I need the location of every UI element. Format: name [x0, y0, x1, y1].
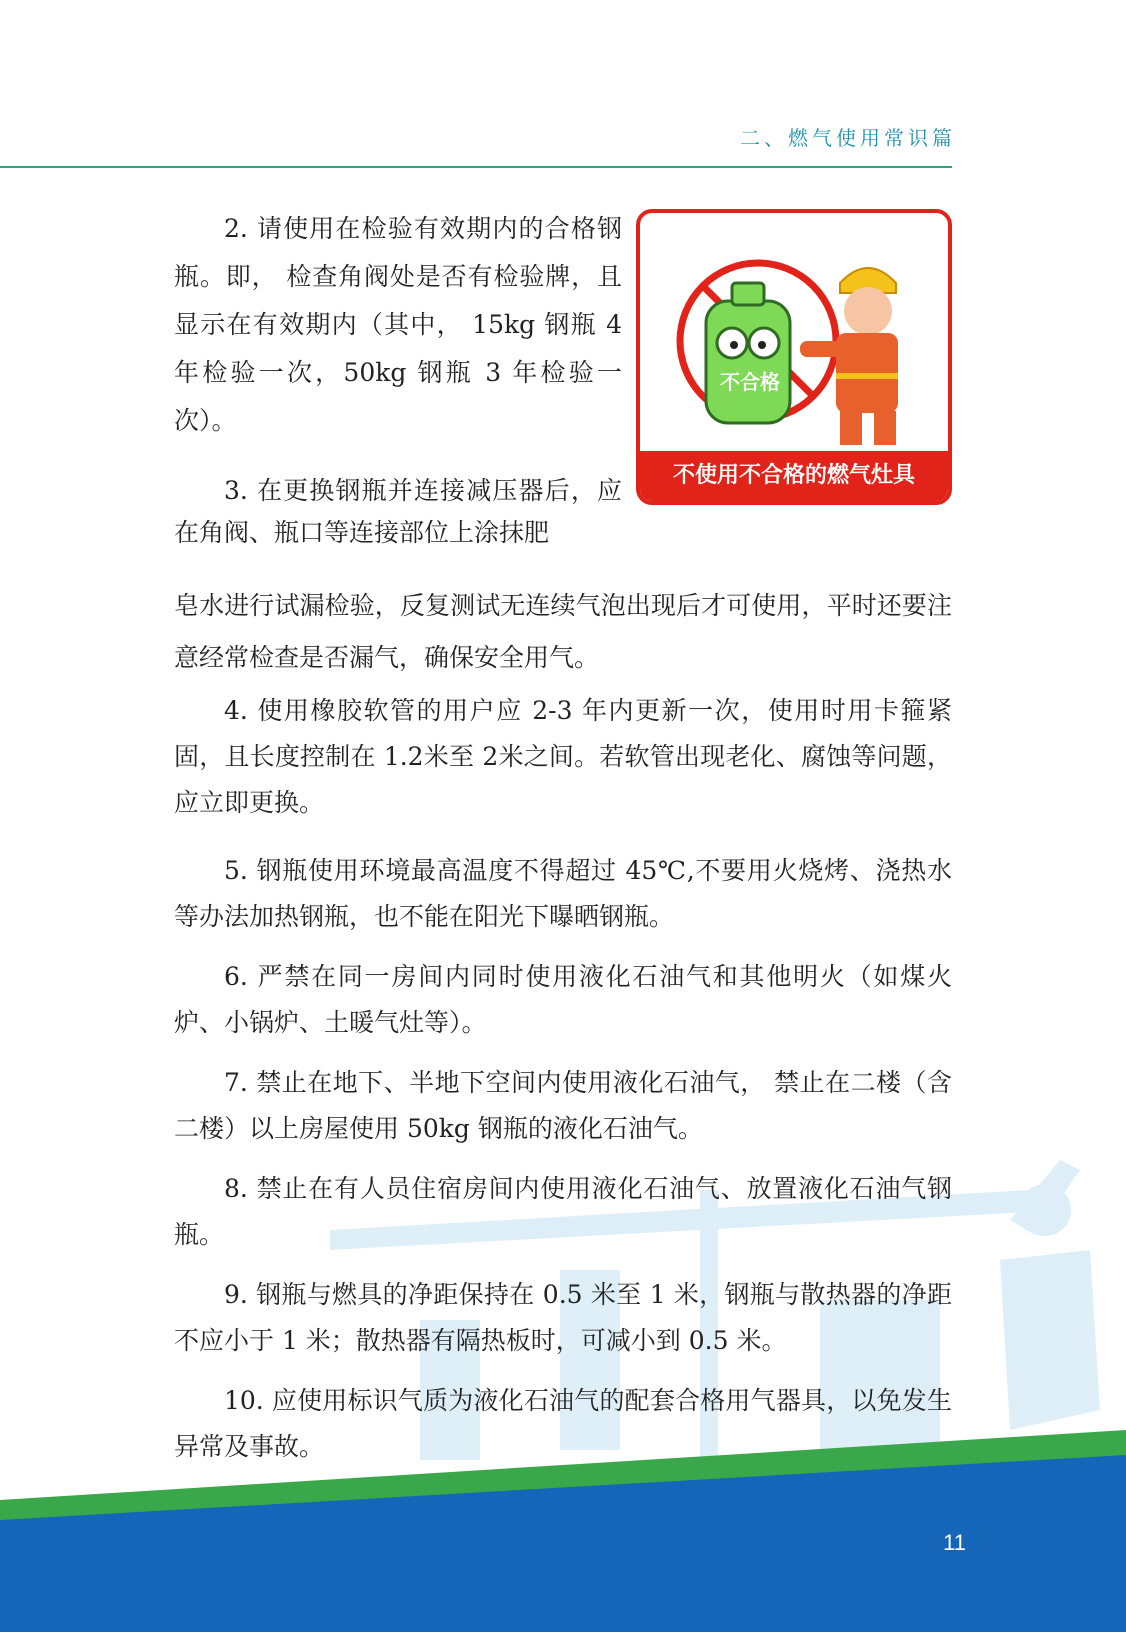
paragraph-3a-text: 3. 在更换钢瓶并连接减压器后，应在角阀、瓶口等连接部位上涂抹肥	[174, 476, 622, 547]
paragraph-2-text: 2. 请使用在检验有效期内的合格钢瓶。即， 检查角阀处是否有检验牌，且显示在有效期内（其中， 15kg 钢瓶 4 年检验一次，50kg 钢瓶 3 年检验一次）。	[174, 214, 622, 435]
paragraph-3-part-2	[174, 580, 952, 684]
paragraph-4	[174, 688, 952, 826]
paragraph-9-text: 9. 钢瓶与燃具的净距保持在 0.5 米至 1 米，钢瓶与散热器的净距不应小于 1 米；散热器有隔热板时，可减小到 0.5 米。	[174, 1280, 952, 1355]
paragraph-6	[174, 954, 952, 1046]
header-rule	[0, 166, 952, 168]
paragraph-5	[174, 848, 952, 940]
page-number: 11	[943, 1530, 966, 1555]
paragraph-5-text: 5. 钢瓶使用环境最高温度不得超过 45℃,不要用火烧烤、浇热水等办法加热钢瓶，也不能在阳光下曝晒钢瓶。	[174, 856, 952, 931]
paragraph-8	[174, 1166, 952, 1258]
header-title: 二、燃气使用常识篇	[740, 126, 956, 150]
paragraph-3-part-1	[174, 470, 622, 554]
paragraph-4-text: 4. 使用橡胶软管的用户应 2-3 年内更新一次，使用时用卡箍紧固，且长度控制在 1.2米至 2米之间。若软管出现老化、腐蚀等问题，应立即更换。	[174, 696, 952, 817]
paragraph-7-text: 7. 禁止在地下、半地下空间内使用液化石油气， 禁止在二楼（含二楼）以上房屋使用 50kg 钢瓶的液化石油气。	[174, 1068, 952, 1143]
paragraph-10	[174, 1378, 952, 1470]
warning-banner: 不使用不合格的燃气灶具	[640, 451, 948, 501]
paragraph-2	[174, 205, 622, 445]
paragraph-7	[174, 1060, 952, 1152]
firefighter-cylinder-drawing	[640, 213, 948, 453]
warning-illustration	[636, 209, 952, 505]
paragraph-6-text: 6. 严禁在同一房间内同时使用液化石油气和其他明火（如煤火炉、小锅炉、土暖气灶等）。	[174, 962, 952, 1037]
paragraph-9	[174, 1272, 952, 1364]
gas-cylinder-icon	[706, 301, 790, 423]
cylinder-label: 不合格	[720, 370, 780, 394]
paragraph-10-text: 10. 应使用标识气质为液化石油气的配套合格用气器具，以免发生异常及事故。	[174, 1386, 952, 1461]
paragraph-3b-text: 皂水进行试漏检验，反复测试无连续气泡出现后才可使用，平时还要注意经常检查是否漏气，确保安全用气。	[174, 591, 952, 672]
paragraph-8-text: 8. 禁止在有人员住宿房间内使用液化石油气、放置液化石油气钢瓶。	[174, 1174, 952, 1249]
